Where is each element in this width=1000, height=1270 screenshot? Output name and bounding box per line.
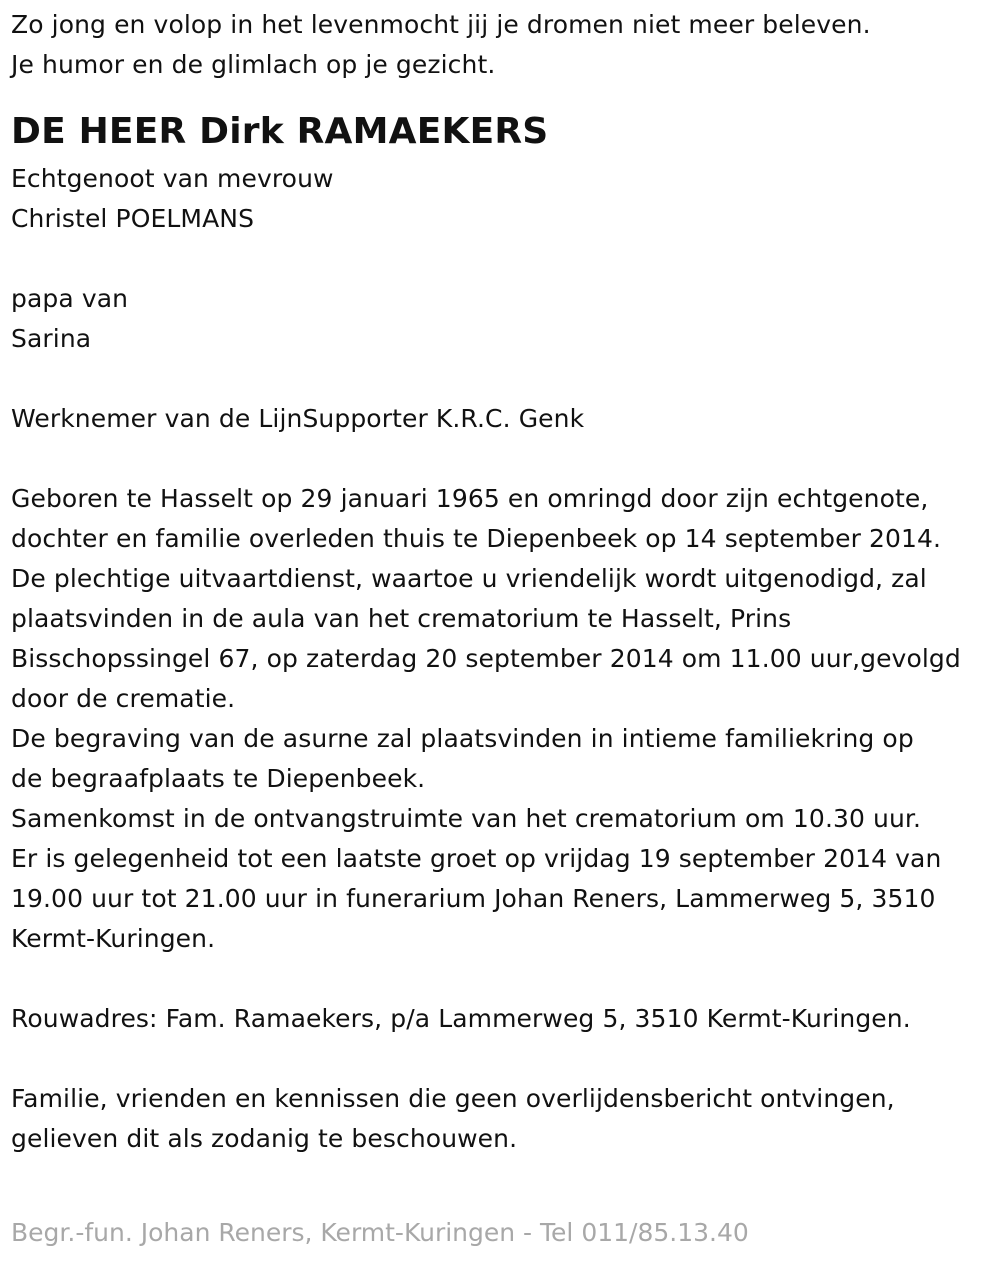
- details-line: Er is gelegenheid tot een laatste groet op vrijdag 19 september 2014 van: [11, 844, 942, 873]
- details-line: dochter en familie overleden thuis te Diepenbeek op 14 september 2014.: [11, 524, 942, 553]
- mourning-address: Rouwadres: Fam. Ramaekers, p/a Lammerweg 5, 3510 Kermt-Kuringen.: [11, 1004, 911, 1033]
- spacer: [11, 1039, 991, 1079]
- spacer: [11, 239, 991, 279]
- spouse-line: Christel POELMANS: [11, 204, 255, 233]
- intro-line: Zo jong en volop in het levenmocht jij je dromen niet meer beleven.: [11, 10, 871, 39]
- details-line: De plechtige uitvaartdienst, waartoe u vriendelijk wordt uitgenodigd, zal: [11, 564, 927, 593]
- parent-line: Sarina: [11, 324, 92, 353]
- closing-line: Familie, vrienden en kennissen die geen overlijdensbericht ontvingen,: [11, 1084, 895, 1113]
- intro-line: Je humor en de glimlach op je gezicht.: [11, 50, 496, 79]
- details-line: de begraafplaats te Diepenbeek.: [11, 764, 426, 793]
- obituary-notice: [11, 0, 991, 1247]
- parent-block: [11, 279, 991, 359]
- details-line: door de crematie.: [11, 684, 236, 713]
- details-line: De begraving van de asurne zal plaatsvinden in intieme familiekring op: [11, 724, 914, 753]
- details-line: Geboren te Hasselt op 29 januari 1965 en omringd door zijn echtgenote,: [11, 484, 929, 513]
- details-line: 19.00 uur tot 21.00 uur in funerarium Johan Reners, Lammerweg 5, 3510: [11, 884, 936, 913]
- spouse-block: [11, 159, 991, 239]
- deceased-name: DE HEER Dirk RAMAEKERS: [11, 111, 549, 152]
- parent-line: papa van: [11, 284, 129, 313]
- details-line: Kermt-Kuringen.: [11, 924, 216, 953]
- spacer: [11, 959, 991, 999]
- intro-verse: [11, 5, 991, 85]
- closing-line: gelieven dit als zodanig te beschouwen.: [11, 1124, 518, 1153]
- details-line: Samenkomst in de ontvangstruimte van het crematorium om 10.30 uur.: [11, 804, 922, 833]
- funeral-director-footer: Begr.-fun. Johan Reners, Kermt-Kuringen - Tel 011/85.13.40: [11, 1218, 749, 1247]
- details-block: [11, 479, 991, 959]
- spacer: [11, 439, 991, 479]
- details-line: Bisschopssingel 67, op zaterdag 20 september 2014 om 11.00 uur,gevolgd: [11, 644, 961, 673]
- spacer: [11, 359, 991, 399]
- occupation-line: Werknemer van de LijnSupporter K.R.C. Genk: [11, 404, 585, 433]
- details-line: plaatsvinden in de aula van het crematorium te Hasselt, Prins: [11, 604, 792, 633]
- closing-block: [11, 1079, 991, 1159]
- spouse-line: Echtgenoot van mevrouw: [11, 164, 334, 193]
